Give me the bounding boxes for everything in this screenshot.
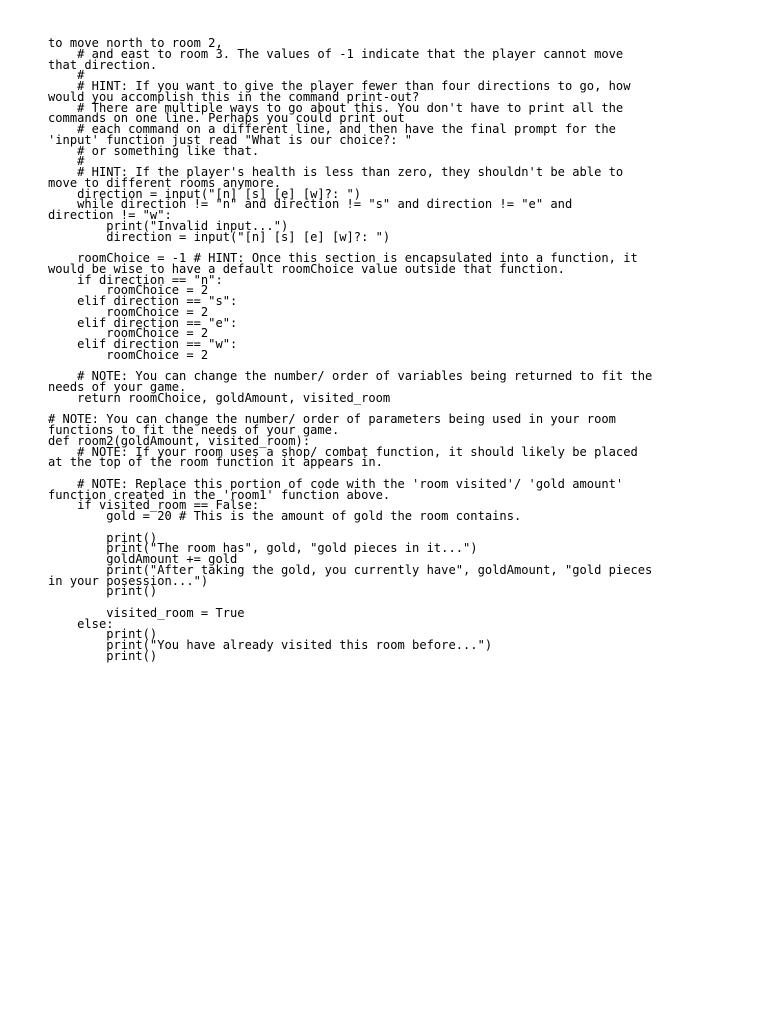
code-line: if visited_room == False:: [48, 498, 260, 513]
code-line: # NOTE: If your room uses a shop/ combat function, it should likely be placed: [48, 444, 638, 459]
code-line: print(): [48, 648, 158, 663]
code-line: would be wise to have a default roomChoice value outside that function.: [48, 261, 565, 276]
code-line: # There are multiple ways to go about this. You don't have to print all the: [48, 100, 624, 115]
code-line: to move north to room 2,: [48, 36, 223, 50]
code-line: goldAmount += gold: [48, 552, 238, 566]
code-listing: [48, 38, 652, 662]
code-line: print("After taking the gold, you currently have", goldAmount, "gold pieces: [48, 562, 653, 577]
code-line: print(): [48, 584, 158, 599]
code-line: functions to fit the needs of your game.: [48, 423, 340, 437]
code-line: function created in the 'room1' function above.: [48, 487, 391, 502]
code-line: #: [48, 154, 85, 169]
code-line: def room2(goldAmount, visited_room):: [48, 433, 311, 448]
code-line: move to different rooms anymore.: [48, 175, 281, 190]
code-line: gold = 20 # This is the amount of gold the room contains.: [48, 509, 522, 523]
code-line: # and east to room 3. The values of -1 indicate that the player cannot move: [48, 46, 624, 61]
code-line: direction = input("[n] [s] [e] [w]?: "): [48, 229, 391, 244]
code-line: #: [48, 68, 85, 83]
code-line: print(): [48, 530, 158, 545]
code-line: elif direction == "e":: [48, 315, 238, 330]
code-line: elif direction == "w":: [48, 337, 238, 351]
code-line: # NOTE: You can change the number/ order of variables being returned to fit the: [48, 369, 653, 384]
code-line: # NOTE: You can change the number/ order of parameters being used in your room: [48, 412, 616, 427]
code-line: print(): [48, 627, 158, 642]
code-line: roomChoice = 2: [48, 347, 209, 362]
code-line: needs of your game.: [48, 380, 187, 394]
code-line: print("Invalid input..."): [48, 218, 289, 233]
code-line: # or something like that.: [48, 143, 260, 158]
code-line: roomChoice = 2: [48, 283, 209, 298]
code-line: visited_room = True: [48, 605, 245, 620]
code-line: if direction == "n":: [48, 272, 223, 287]
code-line: else:: [48, 616, 114, 631]
code-line: at the top of the room function it appears in.: [48, 455, 383, 470]
code-line: that direction.: [48, 57, 158, 72]
code-line: # HINT: If you want to give the player fewer than four directions to go, how: [48, 79, 631, 93]
code-line: roomChoice = 2: [48, 304, 209, 319]
code-line: print("You have already visited this room before..."): [48, 638, 493, 652]
code-line: would you accomplish this in the command print-out?: [48, 89, 420, 104]
code-line: # NOTE: Replace this portion of code with the 'room visited'/ 'gold amount': [48, 476, 624, 491]
code-line: 'input' function just read "What is our choice?: ": [48, 132, 413, 147]
code-line: print("The room has", gold, "gold pieces in it..."): [48, 541, 478, 556]
code-line: direction = input("[n] [s] [e] [w]?: "): [48, 186, 362, 201]
code-line: roomChoice = 2: [48, 326, 209, 341]
code-line: while direction != "n" and direction != "s" and direction != "e" and: [48, 197, 573, 212]
code-line: in your posession..."): [48, 573, 209, 588]
code-line: commands on one line. Perhaps you could print out: [48, 111, 405, 126]
code-line: # each command on a different line, and then have the final prompt for the: [48, 122, 616, 136]
code-line: elif direction == "s":: [48, 294, 238, 308]
code-line: direction != "w":: [48, 208, 172, 222]
code-line: return roomChoice, goldAmount, visited_room: [48, 390, 391, 405]
code-line: roomChoice = -1 # HINT: Once this section is encapsulated into a function, it: [48, 251, 638, 265]
code-line: # HINT: If the player's health is less than zero, they shouldn't be able to: [48, 165, 624, 179]
